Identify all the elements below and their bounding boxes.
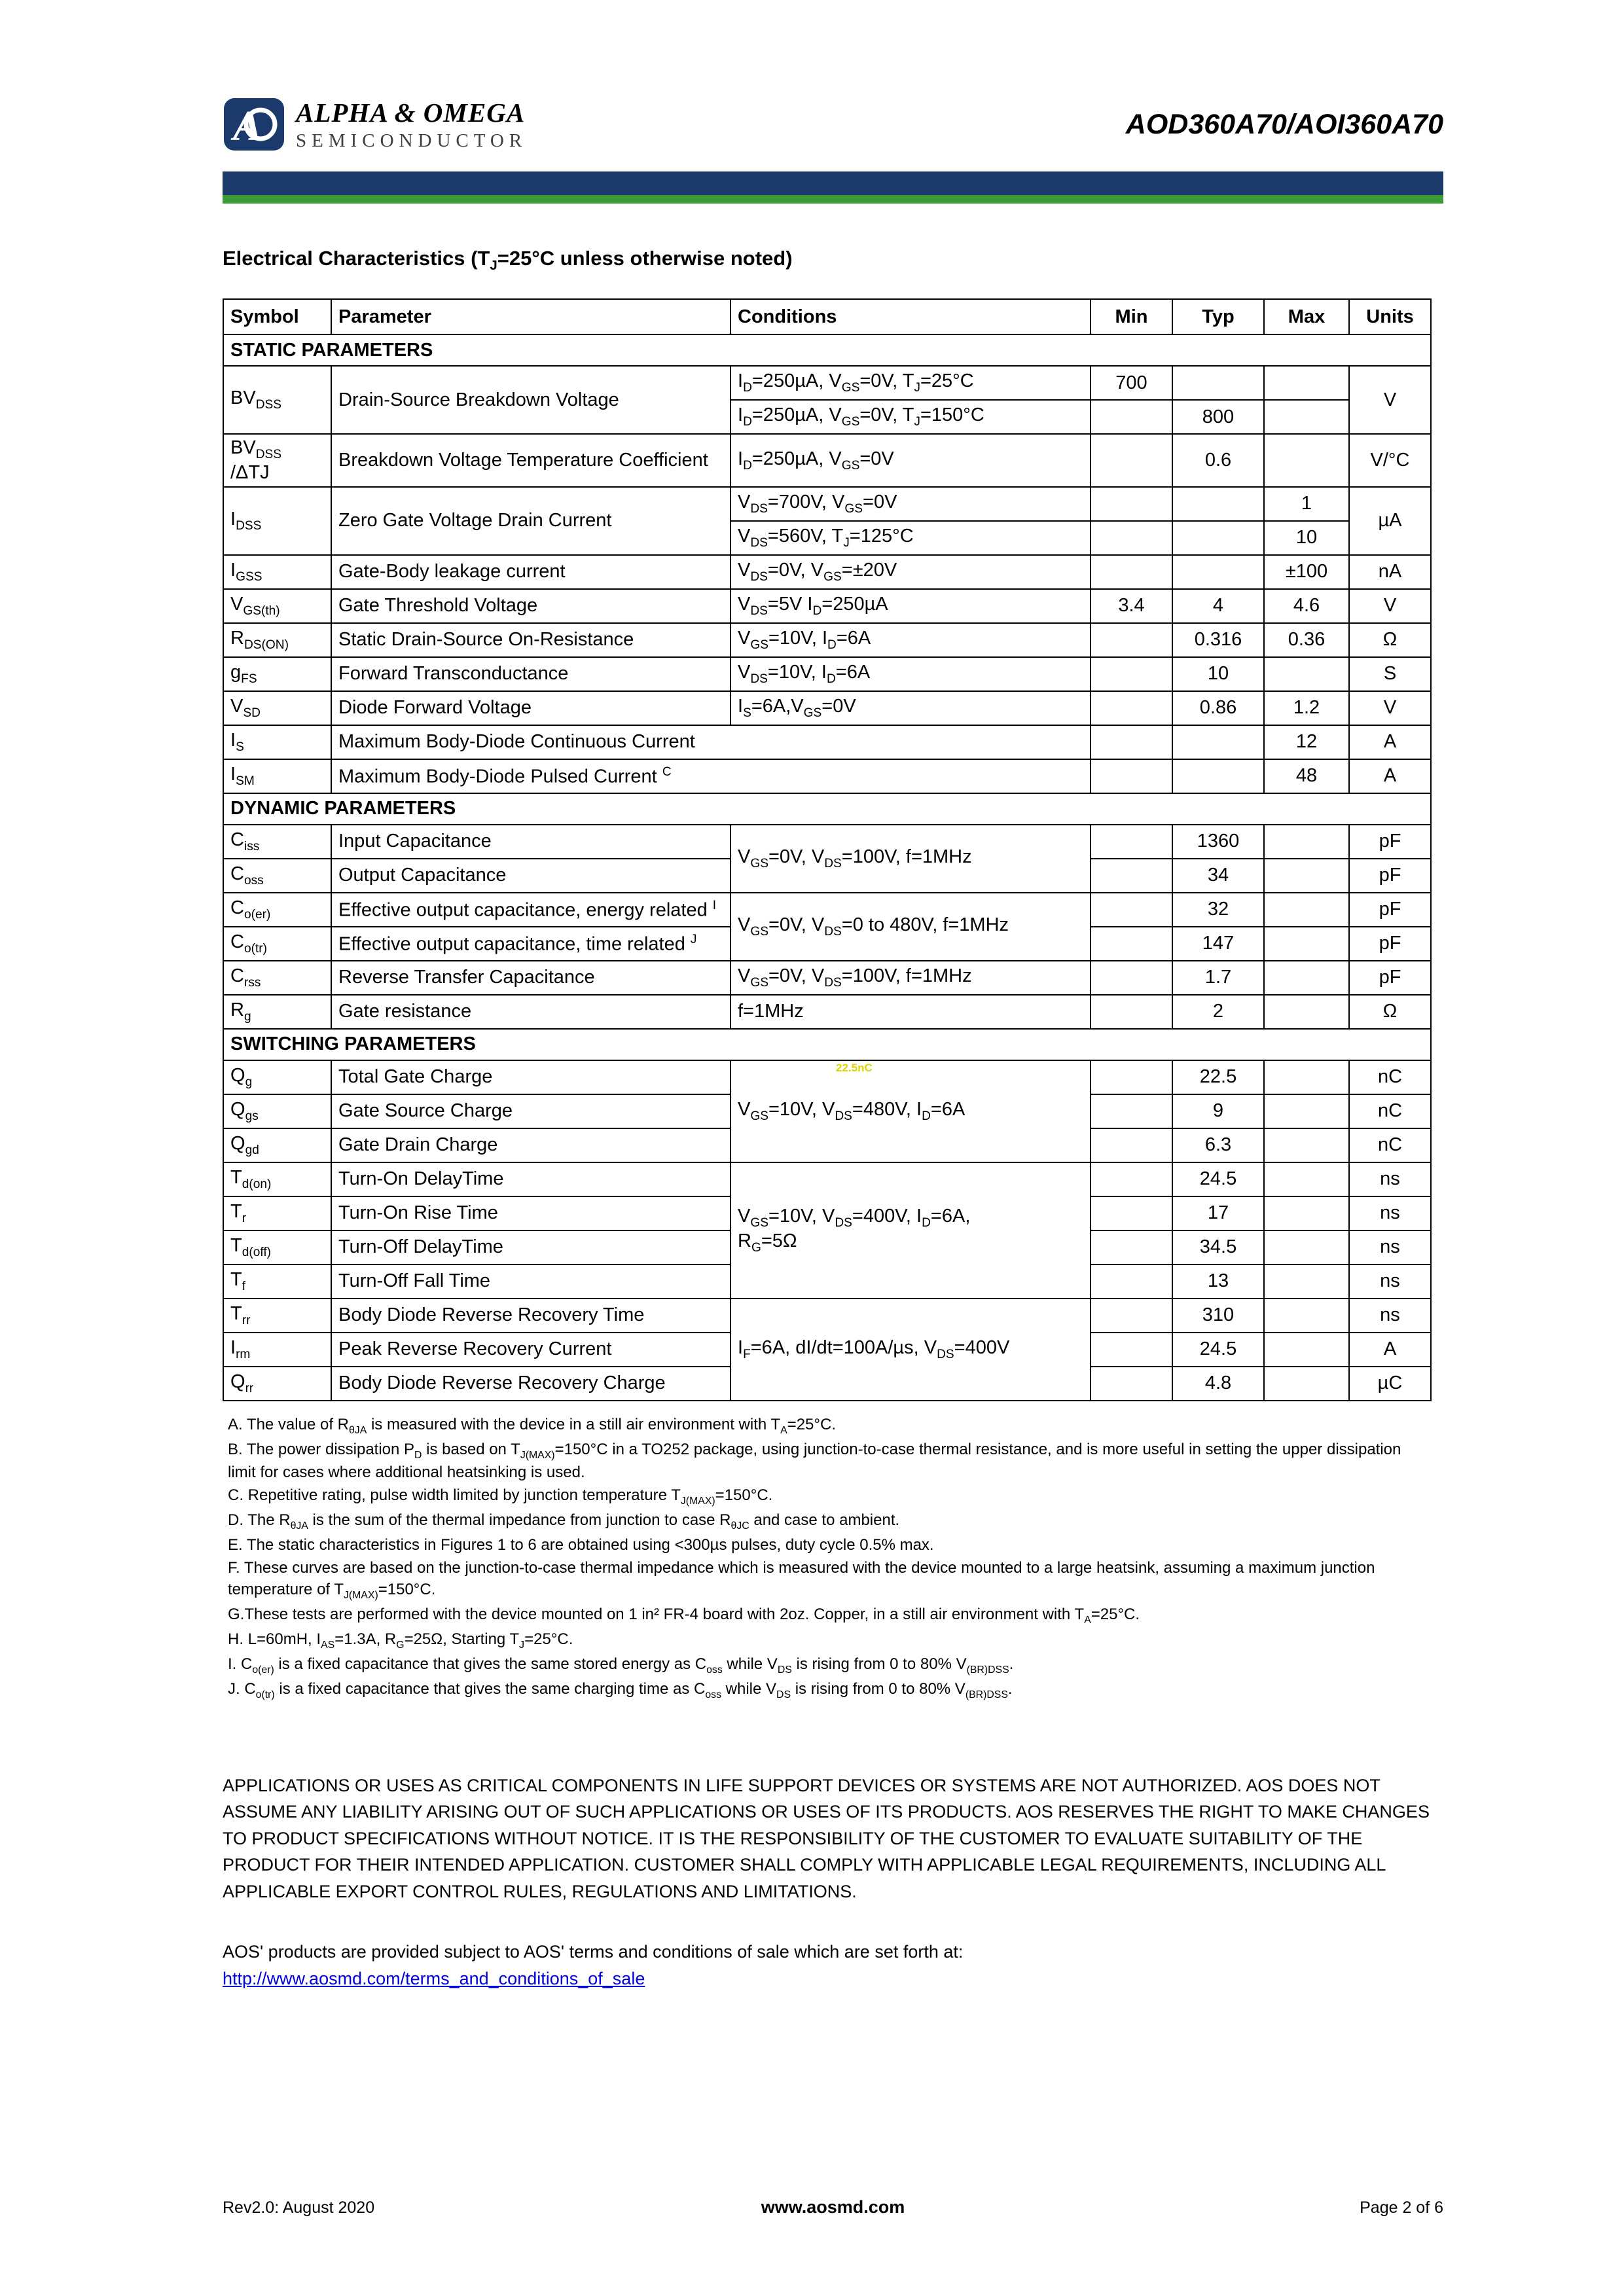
param-cell: Static Drain-Source On-Resistance: [331, 623, 731, 657]
max-cell: 12: [1264, 725, 1349, 759]
typ-cell: [1172, 725, 1264, 759]
header-divider-green: [223, 195, 1443, 204]
min-cell: [1091, 825, 1172, 859]
table-row: [223, 366, 1431, 400]
footnote-f: F. These curves are based on the junction-to-case thermal impedance which is measured with the device mounted to a large heatsink, assuming a maximum junction temperature of $T_{J(MAX)}=150^\circ C$.: [228, 1559, 1375, 1601]
param-cell: Diode Forward Voltage: [331, 691, 731, 725]
table-row: [223, 893, 1431, 927]
table-row: [223, 487, 1431, 521]
symbol-cell: $Q_{gs}$: [223, 1094, 331, 1128]
min-cell: [1091, 434, 1172, 487]
symbol-cell: $T_f$: [223, 1265, 331, 1299]
cond-cell: $I_F=6A$, dI/dt=100A/µs, $V_{DS}=400V$: [731, 1299, 1091, 1401]
symbol-cell: $T_{rr}$: [223, 1299, 331, 1333]
footnote-i: I. $C_{o(er)}$ is a fixed capacitance that gives the same stored energy as $C_{oss}$ while $V_{DS}$ is rising from 0 to 80% $V_{(BR)DSS}$.: [228, 1655, 1014, 1676]
typ-cell: 0.316: [1172, 623, 1264, 657]
param-cell: Zero Gate Voltage Drain Current: [331, 487, 731, 555]
logo-title: ALPHA & OMEGA: [296, 98, 526, 128]
units-cell: nC: [1349, 1094, 1431, 1128]
min-cell: [1091, 1367, 1172, 1401]
typ-cell: 22.5: [1172, 1060, 1264, 1094]
col-header-max: Max: [1264, 299, 1349, 334]
website-label: www.aosmd.com: [761, 2197, 905, 2217]
col-header-parameter: Parameter: [331, 299, 731, 334]
min-cell: [1091, 1265, 1172, 1299]
table-row: [223, 825, 1431, 859]
max-cell: [1264, 927, 1349, 961]
max-cell: [1264, 961, 1349, 995]
symbol-cell: $T_{d(on)}$: [223, 1162, 331, 1196]
table-row: [223, 589, 1431, 623]
typ-cell: 4: [1172, 589, 1264, 623]
typ-cell: 10: [1172, 657, 1264, 691]
symbol-cell: $I_S$: [223, 725, 331, 759]
typ-cell: 9: [1172, 1094, 1264, 1128]
units-cell: ns: [1349, 1230, 1431, 1265]
param-cell: Turn-On DelayTime: [331, 1162, 731, 1196]
symbol-cell: $Q_g$: [223, 1060, 331, 1094]
param-cell: Gate Source Charge: [331, 1094, 731, 1128]
units-cell: pF: [1349, 893, 1431, 927]
units-cell: nA: [1349, 555, 1431, 589]
param-cell: Input Capacitance: [331, 825, 731, 859]
min-cell: [1091, 657, 1172, 691]
max-cell: [1264, 1162, 1349, 1196]
symbol-cell: $C_{o(er)}$: [223, 893, 331, 927]
col-header-typ: Typ: [1172, 299, 1264, 334]
min-cell: [1091, 1230, 1172, 1265]
cond-cell: $V_{DS}=560V$, $T_J=125^\circ C$: [731, 521, 1091, 555]
terms-block: [223, 1939, 1443, 1992]
cond-cell: $I_D=250\mu A$, $V_{GS}=0V$, $T_J=25^\circ C$: [731, 366, 1091, 400]
cond-cell: $V_{GS}=0V$, $V_{DS}=100V$, f=1MHz: [731, 825, 1091, 893]
param-cell: Output Capacitance: [331, 859, 731, 893]
max-cell: 1.2: [1264, 691, 1349, 725]
max-cell: [1264, 893, 1349, 927]
max-cell: [1264, 366, 1349, 400]
typ-cell: 17: [1172, 1196, 1264, 1230]
typ-cell: 1.7: [1172, 961, 1264, 995]
param-cell: Turn-Off Fall Time: [331, 1265, 731, 1299]
typ-cell: 800: [1172, 400, 1264, 434]
typ-cell: [1172, 487, 1264, 521]
symbol-cell: $I_{DSS}$: [223, 487, 331, 555]
footnote-c: C. Repetitive rating, pulse width limited by junction temperature $T_{J(MAX)}=150^\circ C$.: [228, 1486, 773, 1507]
cond-text: $V_{GS}=10V$, $V_{DS}=480V$, $I_D=6A$: [738, 1099, 965, 1123]
param-cell: Maximum Body-Diode Pulsed Current $^C$: [331, 759, 1091, 793]
symbol-cell: $R_{DS(ON)}$: [223, 623, 331, 657]
symbol-cell: $I_{SM}$: [223, 759, 331, 793]
max-cell: [1264, 1230, 1349, 1265]
param-cell: Forward Transconductance: [331, 657, 731, 691]
param-cell: Total Gate Charge: [331, 1060, 731, 1094]
max-cell: [1264, 657, 1349, 691]
terms-link[interactable]: http://www.aosmd.com/terms_and_conditions_of_sale: [223, 1968, 645, 1988]
max-cell: 48: [1264, 759, 1349, 793]
max-cell: ±100: [1264, 555, 1349, 589]
aos-logo-icon: [223, 97, 285, 152]
company-logo: [223, 97, 527, 152]
min-cell: [1091, 927, 1172, 961]
max-cell: [1264, 1094, 1349, 1128]
page-footer: [223, 2197, 1443, 2217]
revision-label: Rev2.0: August 2020: [223, 2198, 375, 2217]
cond-cell: $I_S=6A,V_{GS}=0V$: [731, 691, 1091, 725]
electrical-characteristics-table: [223, 298, 1432, 1401]
param-cell: Gate resistance: [331, 995, 731, 1029]
min-cell: [1091, 1162, 1172, 1196]
param-cell: Reverse Transfer Capacitance: [331, 961, 731, 995]
max-cell: [1264, 995, 1349, 1029]
symbol-cell: $C_{oss}$: [223, 859, 331, 893]
part-number: AOD360A70/AOI360A70: [1125, 108, 1443, 140]
cond-cell: $V_{GS}=0V$, $V_{DS}=100V$, f=1MHz: [731, 961, 1091, 995]
cond-cell: [731, 1060, 1091, 1162]
symbol-cell: $I_{GSS}$: [223, 555, 331, 589]
symbol-cell: $C_{rss}$: [223, 961, 331, 995]
header-divider: [223, 171, 1443, 204]
max-cell: [1264, 1196, 1349, 1230]
footnote-d: D. The $R_{\theta JA}$ is the sum of the thermal impedance from junction to case $R_{\theta JC}$ and case to ambient.: [228, 1511, 900, 1532]
symbol-cell: $BV_{DSS}$: [223, 366, 331, 434]
min-cell: [1091, 1094, 1172, 1128]
typ-cell: 0.86: [1172, 691, 1264, 725]
typ-cell: [1172, 555, 1264, 589]
legal-disclaimer: APPLICATIONS OR USES AS CRITICAL COMPONENTS IN LIFE SUPPORT DEVICES OR SYSTEMS ARE NOT AUTHORIZED. AOS DOES NOT ASSUME ANY LIABILITY ARISING OUT OF SUCH APPLICATIONS OR USES OF ITS PRODUCTS. AOS RESERVES THE RIGHT TO MAKE CHANGES TO PRODUCT SPECIFICATIONS WITHOUT NOTICE. IT IS THE RESPONSIBILITY OF THE CUSTOMER TO EVALUATE SUITABILITY OF THE PRODUCT FOR THEIR INTENDED APPLICATION. CUSTOMER SHALL COMPLY WITH APPLICABLE LEGAL REQUIREMENTS, INCLUDING ALL APPLICABLE EXPORT CONTROL RULES, REGULATIONS AND LIMITATIONS.: [223, 1775, 1430, 1901]
col-header-units: Units: [1349, 299, 1431, 334]
min-cell: [1091, 725, 1172, 759]
param-cell: Effective output capacitance, energy related $^I$: [331, 893, 731, 927]
max-cell: [1264, 1333, 1349, 1367]
min-cell: [1091, 1060, 1172, 1094]
min-cell: 3.4: [1091, 589, 1172, 623]
symbol-cell: $V_{SD}$: [223, 691, 331, 725]
symbol-cell: $T_{d(off)}$: [223, 1230, 331, 1265]
footnotes: [223, 1414, 1430, 1702]
min-cell: [1091, 995, 1172, 1029]
cond-cell: $V_{GS}=10V$, $V_{DS}=400V$, $I_D=6A$, $R_G=5\Omega$: [731, 1162, 1091, 1299]
table-header-row: [223, 299, 1431, 334]
max-cell: [1264, 1367, 1349, 1401]
typ-cell: [1172, 366, 1264, 400]
param-cell: Drain-Source Breakdown Voltage: [331, 366, 731, 434]
param-cell: Peak Reverse Recovery Current: [331, 1333, 731, 1367]
units-cell: Ω: [1349, 623, 1431, 657]
units-cell: nC: [1349, 1128, 1431, 1162]
section-row-static: [223, 334, 1431, 366]
min-cell: [1091, 400, 1172, 434]
cond-cell: f=1MHz: [731, 995, 1091, 1029]
cond-cell: $V_{DS}=10V$, $I_D=6A$: [731, 657, 1091, 691]
units-cell: µA: [1349, 487, 1431, 555]
units-cell: V/°C: [1349, 434, 1431, 487]
logo-subtitle: SEMICONDUCTOR: [296, 130, 528, 151]
min-cell: [1091, 893, 1172, 927]
section-label-switching: SWITCHING PARAMETERS: [223, 1029, 1431, 1060]
symbol-cell: $I_{rm}$: [223, 1333, 331, 1367]
cond-cell: $V_{GS}=0V$, $V_{DS}=0$ to 480V, f=1MHz: [731, 893, 1091, 961]
symbol-cell: $BV_{DSS}$ /ΔTJ: [223, 434, 331, 487]
table-row: [223, 691, 1431, 725]
symbol-cell: $Q_{gd}$: [223, 1128, 331, 1162]
symbol-cell: $g_{FS}$: [223, 657, 331, 691]
typ-cell: 6.3: [1172, 1128, 1264, 1162]
typ-cell: 147: [1172, 927, 1264, 961]
units-cell: A: [1349, 759, 1431, 793]
typ-cell: [1172, 759, 1264, 793]
col-header-symbol: Symbol: [223, 299, 331, 334]
symbol-cell: $R_g$: [223, 995, 331, 1029]
units-cell: Ω: [1349, 995, 1431, 1029]
typ-cell: 13: [1172, 1265, 1264, 1299]
typ-cell: 24.5: [1172, 1162, 1264, 1196]
table-row: [223, 961, 1431, 995]
units-cell: ns: [1349, 1196, 1431, 1230]
param-cell: Gate-Body leakage current: [331, 555, 731, 589]
min-cell: [1091, 1196, 1172, 1230]
symbol-cell: $C_{iss}$: [223, 825, 331, 859]
section-label-static: STATIC PARAMETERS: [223, 334, 1431, 366]
max-cell: [1264, 825, 1349, 859]
terms-line: AOS' products are provided subject to AOS' terms and conditions of sale which are set forth at:: [223, 1942, 964, 1962]
header-divider-navy: [223, 171, 1443, 195]
min-cell: [1091, 759, 1172, 793]
table-row: [223, 555, 1431, 589]
units-cell: pF: [1349, 961, 1431, 995]
min-cell: [1091, 555, 1172, 589]
table-row: [223, 725, 1431, 759]
footnote-e: E. The static characteristics in Figures 1 to 6 are obtained using <300µs pulses, duty cycle 0.5% max.: [228, 1536, 934, 1554]
param-cell: Gate Drain Charge: [331, 1128, 731, 1162]
typ-cell: 1360: [1172, 825, 1264, 859]
param-cell: Breakdown Voltage Temperature Coefficient: [331, 434, 731, 487]
units-cell: µC: [1349, 1367, 1431, 1401]
typ-cell: 34: [1172, 859, 1264, 893]
param-cell: Turn-Off DelayTime: [331, 1230, 731, 1265]
min-cell: [1091, 1333, 1172, 1367]
units-cell: A: [1349, 725, 1431, 759]
units-cell: ns: [1349, 1265, 1431, 1299]
units-cell: pF: [1349, 859, 1431, 893]
col-header-min: Min: [1091, 299, 1172, 334]
units-cell: V: [1349, 691, 1431, 725]
max-cell: [1264, 1265, 1349, 1299]
symbol-cell: $V_{GS(th)}$: [223, 589, 331, 623]
table-row: [223, 995, 1431, 1029]
min-cell: [1091, 1299, 1172, 1333]
max-cell: [1264, 1299, 1349, 1333]
table-row: [223, 1299, 1431, 1333]
units-cell: nC: [1349, 1060, 1431, 1094]
cond-cell: $I_D=250\mu A$, $V_{GS}=0V$: [731, 434, 1091, 487]
max-cell: [1264, 400, 1349, 434]
table-row: [223, 657, 1431, 691]
min-cell: [1091, 487, 1172, 521]
cond-cell: $V_{DS}=5V$ $I_D=250\mu A$: [731, 589, 1091, 623]
param-cell: Body Diode Reverse Recovery Time: [331, 1299, 731, 1333]
min-cell: [1091, 859, 1172, 893]
typ-cell: 2: [1172, 995, 1264, 1029]
units-cell: pF: [1349, 825, 1431, 859]
max-cell: 4.6: [1264, 589, 1349, 623]
footnote-g: G.These tests are performed with the device mounted on 1 in² FR-4 board with 2oz. Copper, in a still air environment with $T_A=25^\circ C$.: [228, 1605, 1140, 1626]
section-row-dynamic: [223, 793, 1431, 825]
param-cell: Maximum Body-Diode Continuous Current: [331, 725, 1091, 759]
logo-text: [296, 97, 527, 152]
max-cell: [1264, 859, 1349, 893]
symbol-cell: $C_{o(tr)}$: [223, 927, 331, 961]
cond-cell: $V_{DS}=0V$, $V_{GS}=\pm 20V$: [731, 555, 1091, 589]
symbol-cell: $T_r$: [223, 1196, 331, 1230]
footnote-a: A. The value of $R_{\theta JA}$ is measured with the device in a still air environment with $T_A=25^\circ C$.: [228, 1415, 836, 1436]
units-cell: ns: [1349, 1299, 1431, 1333]
min-cell: [1091, 1128, 1172, 1162]
units-cell: pF: [1349, 927, 1431, 961]
cond-cell: $V_{GS}=10V$, $I_D=6A$: [731, 623, 1091, 657]
footnote-b: B. The power dissipation $P_D$ is based on $T_{J(MAX)}=150^\circ C$ in a TO252 package, using junction-to-case thermal resistance, and is more useful in setting the upper dissipation limit for cases where additional heatsinking is used.: [228, 1441, 1401, 1482]
section-row-switching: [223, 1029, 1431, 1060]
max-cell: 0.36: [1264, 623, 1349, 657]
section-label-dynamic: DYNAMIC PARAMETERS: [223, 793, 1431, 825]
table-row: [223, 759, 1431, 793]
page-number: Page 2 of 6: [1360, 2198, 1444, 2217]
typ-cell: 24.5: [1172, 1333, 1264, 1367]
col-header-conditions: Conditions: [731, 299, 1091, 334]
param-cell: Turn-On Rise Time: [331, 1196, 731, 1230]
min-cell: 700: [1091, 366, 1172, 400]
table-row: [223, 1060, 1431, 1094]
max-cell: 10: [1264, 521, 1349, 555]
units-cell: S: [1349, 657, 1431, 691]
min-cell: [1091, 961, 1172, 995]
min-cell: [1091, 691, 1172, 725]
typ-cell: [1172, 521, 1264, 555]
typ-cell: 0.6: [1172, 434, 1264, 487]
table-row: [223, 623, 1431, 657]
symbol-cell: $Q_{rr}$: [223, 1367, 331, 1401]
footnote-h: H. L=60mH, $I_{AS}=1.3A$, $R_G=25\Omega$, Starting $T_J=25^\circ C$.: [228, 1630, 573, 1651]
max-cell: 1: [1264, 487, 1349, 521]
highlight-annotation: 22.5nC: [836, 1061, 873, 1074]
typ-cell: 310: [1172, 1299, 1264, 1333]
max-cell: [1264, 1128, 1349, 1162]
page-header: [223, 97, 1443, 152]
typ-cell: 4.8: [1172, 1367, 1264, 1401]
param-cell: Effective output capacitance, time related $^J$: [331, 927, 731, 961]
param-cell: Gate Threshold Voltage: [331, 589, 731, 623]
typ-cell: 34.5: [1172, 1230, 1264, 1265]
cond-cell: $I_D=250\mu A$, $V_{GS}=0V$, $T_J=150^\circ C$: [731, 400, 1091, 434]
table-row: [223, 1162, 1431, 1196]
cond-cell: $V_{DS}=700V$, $V_{GS}=0V$: [731, 487, 1091, 521]
param-cell: Body Diode Reverse Recovery Charge: [331, 1367, 731, 1401]
min-cell: [1091, 623, 1172, 657]
units-cell: V: [1349, 589, 1431, 623]
table-row: [223, 434, 1431, 487]
max-cell: [1264, 1060, 1349, 1094]
typ-cell: 32: [1172, 893, 1264, 927]
units-cell: V: [1349, 366, 1431, 434]
footnote-j: J. $C_{o(tr)}$ is a fixed capacitance that gives the same charging time as $C_{oss}$ while $V_{DS}$ is rising from 0 to 80% $V_{(BR)DSS}$.: [228, 1679, 1013, 1700]
logo-mark-letter: A: [233, 102, 262, 150]
section-title: Electrical Characteristics ($T_J=25^\circ C$ unless otherwise noted): [223, 247, 793, 274]
units-cell: A: [1349, 1333, 1431, 1367]
max-cell: [1264, 434, 1349, 487]
units-cell: ns: [1349, 1162, 1431, 1196]
min-cell: [1091, 521, 1172, 555]
